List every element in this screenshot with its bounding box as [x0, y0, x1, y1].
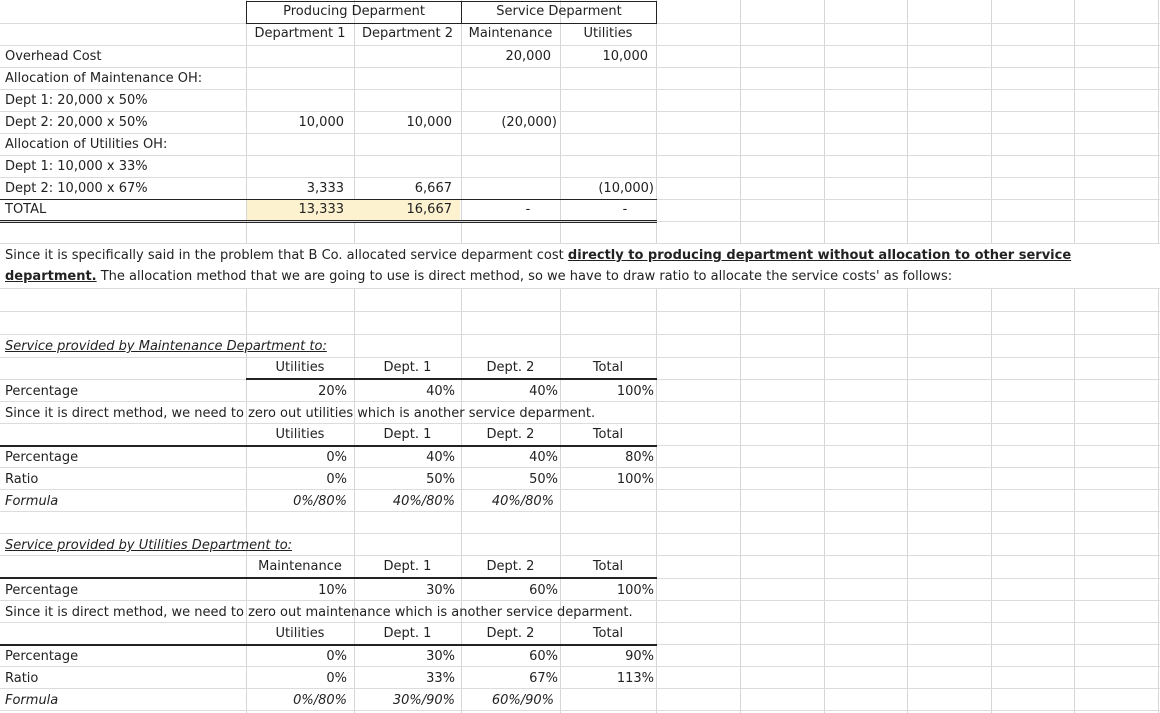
cell-utilities: (10,000) — [598, 181, 654, 196]
cell: 0% — [326, 472, 347, 487]
cell: 90% — [625, 649, 654, 664]
column-header: Dept. 2 — [486, 559, 535, 574]
producing-department-header: Producing Deparment — [283, 4, 425, 19]
column-header: Utilities — [275, 427, 325, 442]
cell: 0% — [326, 450, 347, 465]
cell: 40%/80% — [392, 494, 455, 509]
row-label: Percentage — [5, 649, 79, 664]
section-title: Service provided by Maintenance Department to: — [5, 339, 327, 354]
total-department-2: 16,667 — [406, 202, 452, 217]
row-label: Dept 1: 10,000 x 33% — [5, 159, 148, 174]
column-header: Dept. 2 — [486, 626, 535, 641]
row-label: Formula — [5, 494, 59, 509]
cell-department-2: 10,000 — [406, 115, 452, 130]
cell: 100% — [616, 384, 654, 399]
column-header: Utilities — [275, 360, 325, 375]
section-title: Service provided by Utilities Department to: — [5, 538, 293, 553]
cell: 0%/80% — [293, 693, 347, 708]
explanation-emphasis: directly to producing department without allocation to other service — [567, 248, 1072, 263]
cell: 30% — [426, 649, 455, 664]
row-label: Percentage — [5, 583, 79, 598]
cell: 0%/80% — [293, 494, 347, 509]
cell: 20% — [318, 384, 347, 399]
cell: 100% — [616, 583, 654, 598]
cell: 80% — [625, 450, 654, 465]
column-header: Total — [592, 559, 624, 574]
row-label: Allocation of Maintenance OH: — [5, 71, 203, 86]
section-note: Since it is direct method, we need to zero out utilities which is another service deparment. — [5, 406, 596, 421]
explanation-text-1: Since it is specifically said in the problem that B Co. allocated service deparment cost — [5, 248, 568, 263]
cell: 40% — [426, 384, 455, 399]
cell-utilities: 10,000 — [602, 49, 648, 64]
row-label: Percentage — [5, 384, 79, 399]
row-label: Ratio — [5, 671, 39, 686]
row-label: Percentage — [5, 450, 79, 465]
column-header: Total — [592, 427, 624, 442]
cell: 30% — [426, 583, 455, 598]
row-label: Ratio — [5, 472, 39, 487]
column-header: Maintenance — [258, 559, 342, 574]
row-label: Dept 2: 10,000 x 67% — [5, 181, 148, 196]
service-department-header: Service Deparment — [496, 4, 622, 19]
cell: 100% — [616, 472, 654, 487]
column-header: Dept. 1 — [383, 360, 432, 375]
cell: 60%/90% — [491, 693, 554, 708]
row-label: Dept 1: 20,000 x 50% — [5, 93, 148, 108]
row-label: Overhead Cost — [5, 49, 102, 64]
column-header: Total — [592, 360, 624, 375]
cell-department-2: 6,667 — [414, 181, 452, 196]
column-header-utilities: Utilities — [583, 26, 633, 41]
cell-maintenance: (20,000) — [501, 115, 557, 130]
cell: 40% — [529, 384, 558, 399]
row-label: Dept 2: 20,000 x 50% — [5, 115, 148, 130]
total-maintenance: - — [525, 202, 531, 217]
cell: 0% — [326, 649, 347, 664]
cell: 60% — [529, 583, 558, 598]
column-header: Total — [592, 626, 624, 641]
cell: 33% — [426, 671, 455, 686]
cell-department-1: 10,000 — [298, 115, 344, 130]
cell: 40% — [529, 450, 558, 465]
column-header: Dept. 2 — [486, 360, 535, 375]
column-header: Dept. 1 — [383, 559, 432, 574]
explanation-emphasis-continued: department. — [5, 269, 97, 284]
cell: 0% — [326, 671, 347, 686]
explanation-text-2: The allocation method that we are going to use is direct method, so we have to draw ratio to allocate the service costs' as follows: — [96, 269, 953, 284]
cell: 50% — [529, 472, 558, 487]
cell: 10% — [318, 583, 347, 598]
column-header: Dept. 2 — [486, 427, 535, 442]
row-label: Allocation of Utilities OH: — [5, 137, 168, 152]
column-header-department-2: Department 2 — [361, 26, 454, 41]
column-header: Dept. 1 — [383, 626, 432, 641]
total-utilities: - — [622, 202, 628, 217]
column-header: Dept. 1 — [383, 427, 432, 442]
cell-department-1: 3,333 — [306, 181, 344, 196]
section-note: Since it is direct method, we need to zero out maintenance which is another service deparment. — [5, 605, 633, 620]
cell-maintenance: 20,000 — [505, 49, 551, 64]
column-header-department-1: Department 1 — [254, 26, 346, 41]
cell: 67% — [529, 671, 558, 686]
cell: 50% — [426, 472, 455, 487]
column-header-maintenance: Maintenance — [468, 26, 553, 41]
cell: 40% — [426, 450, 455, 465]
total-department-1: 13,333 — [298, 202, 344, 217]
cell: 113% — [616, 671, 654, 686]
total-label: TOTAL — [5, 202, 47, 217]
row-label: Formula — [5, 693, 59, 708]
cell: 40%/80% — [491, 494, 554, 509]
cell: 60% — [529, 649, 558, 664]
cell: 30%/90% — [392, 693, 455, 708]
column-header: Utilities — [275, 626, 325, 641]
